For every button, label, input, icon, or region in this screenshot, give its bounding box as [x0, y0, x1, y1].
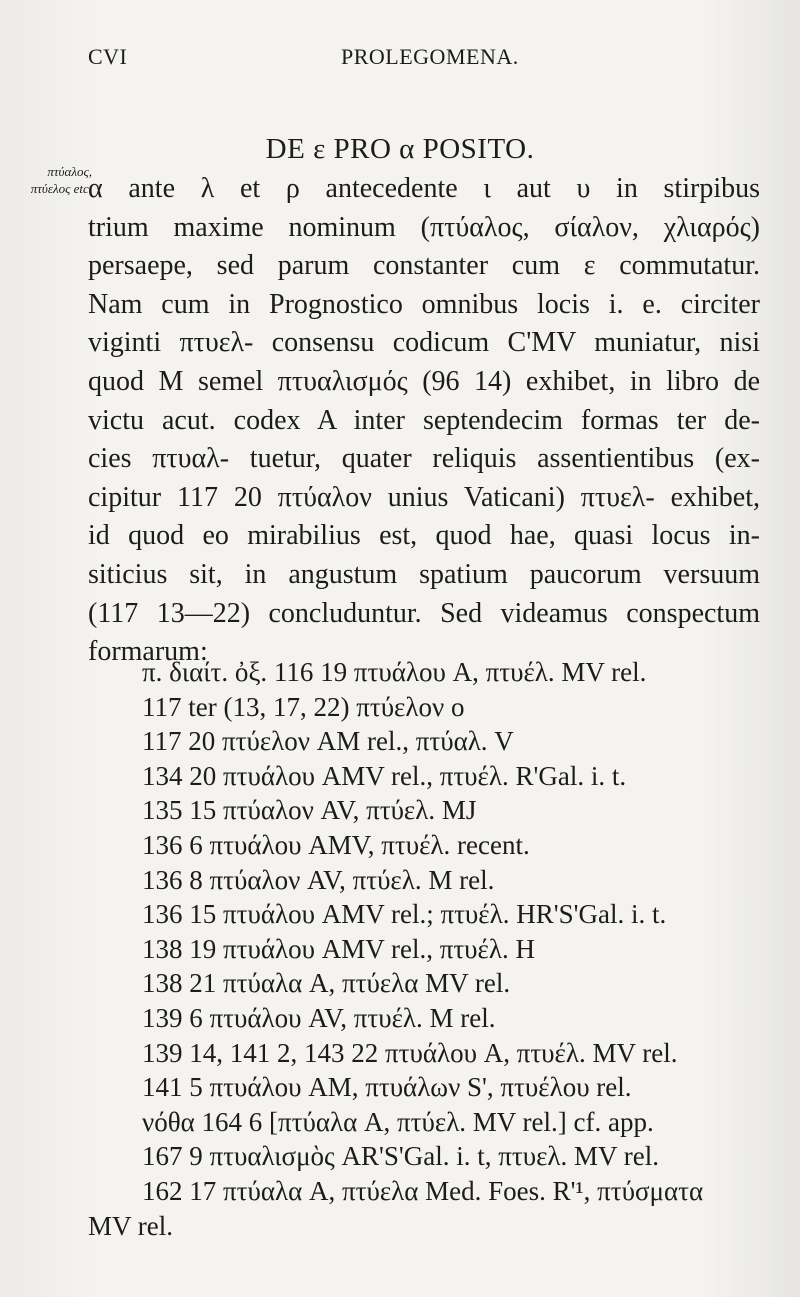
citation-entry: 162 17 πτύαλα A, πτύελα Med. Foes. R'¹, πτύσματα [142, 1175, 704, 1206]
margin-note-line: πτύελος etc. [30, 181, 92, 196]
paragraph-line: trium maxime nominum (πτύαλος, σίαλον, χλιαρός) [88, 211, 760, 243]
paragraph-line: (117 13—22) concluduntur. Sed videamus conspectum [88, 597, 760, 629]
citation-entry: 136 6 πτυάλου AMV, πτυέλ. recent. [142, 829, 530, 860]
section-title: DE ε PRO α POSITO. [265, 133, 535, 165]
citation-entry: 134 20 πτυάλου AMV rel., πτυέλ. R'Gal. i. t. [142, 760, 627, 791]
margin-note-line: πτύαλος, [47, 164, 92, 179]
paragraph-line: α ante λ et ρ antecedente ι aut υ in stirpibus [88, 173, 760, 204]
paragraph-line: Nam cum in Prognostico omnibus locis i. e. circiter [88, 288, 760, 320]
citation-list [88, 655, 778, 1243]
citation-entry: 139 14, 141 2, 143 22 πτυάλου A, πτυέλ. MV rel. [142, 1037, 678, 1068]
citation-entry: νόθα 164 6 [πτύαλα A, πτύελ. MV rel.] cf. app. [142, 1106, 654, 1137]
citation-entry: 141 5 πτυάλου AM, πτυάλων S', πτυέλου rel. [142, 1072, 632, 1103]
page-number: CVI [88, 44, 128, 69]
citation-entry: π. διαίτ. ὀξ. 116 19 πτυάλου A, πτυέλ. MV rel. [142, 657, 647, 687]
running-title: PROLEGOMENA. [341, 44, 519, 69]
paragraph-line: persaepe, sed parum constanter cum ε commutatur. [88, 250, 760, 282]
paragraph-line: formarum: [88, 636, 208, 668]
paragraph-line: id quod eo mirabilius est, quod hae, quasi locus in- [88, 520, 760, 552]
citation-entry-continuation: MV rel. [88, 1210, 173, 1241]
paragraph-line: siticius sit, in angustum spatium paucorum versuum [88, 558, 760, 590]
paragraph-line: cipitur 117 20 πτύαλον unius Vaticani) πτυελ- exhibet, [88, 481, 760, 513]
paragraph [88, 170, 760, 672]
citation-entry: 138 19 πτυάλου AMV rel., πτυέλ. H [142, 933, 535, 964]
citation-entry: 117 20 πτύελον AM rel., πτύαλ. V [142, 726, 514, 757]
paragraph-line: viginti πτυελ- consensu codicum C'MV muniatur, nisi [88, 327, 760, 359]
paragraph-line: cies πτυαλ- tuetur, quater reliquis assentientibus (ex- [88, 443, 760, 475]
citation-entry: 136 15 πτυάλου AMV rel.; πτυέλ. HR'S'Gal. i. t. [142, 899, 667, 930]
citation-entry: 135 15 πτύαλον AV, πτύελ. MJ [142, 795, 477, 826]
paragraph-line: quod M semel πτυαλισμός (96 14) exhibet, in libro de [88, 365, 760, 397]
citation-entry: 139 6 πτυάλου AV, πτυέλ. M rel. [142, 1002, 496, 1033]
citation-entry: 136 8 πτύαλον AV, πτύελ. M rel. [142, 864, 495, 895]
citation-entry: 138 21 πτύαλα A, πτύελα MV rel. [142, 968, 511, 999]
citation-entry: 117 ter (13, 17, 22) πτύελον o [142, 691, 465, 722]
margin-note [28, 163, 92, 197]
citation-entry: 167 9 πτυαλισμὸς AR'S'Gal. i. t, πτυελ. MV rel. [142, 1141, 660, 1172]
paragraph-line: victu acut. codex A inter septendecim formas ter de- [88, 404, 760, 436]
running-head [88, 44, 760, 74]
